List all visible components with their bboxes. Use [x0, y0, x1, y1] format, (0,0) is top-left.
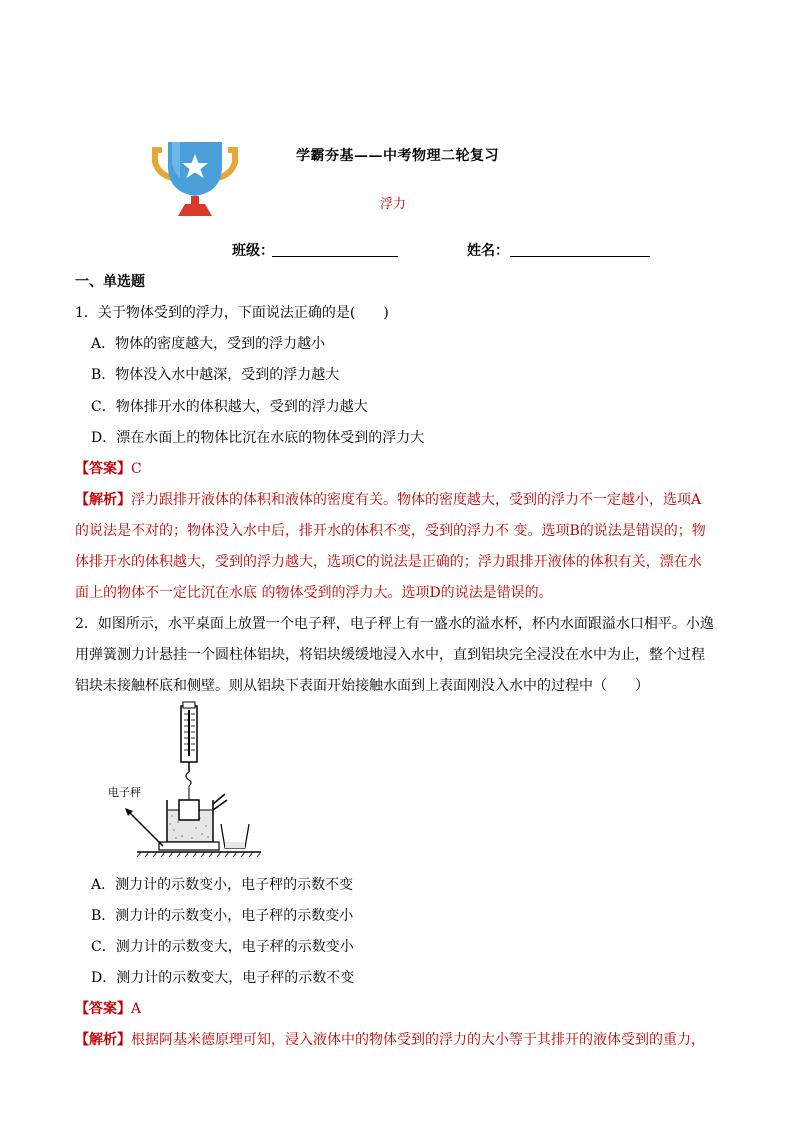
section-title: 一、单选题	[75, 274, 145, 290]
question-2-option-a: A．测力计的示数变小，电子秤的示数不变	[91, 877, 354, 893]
answer-label: 【答案】	[75, 461, 131, 477]
question-2-stem-line: 2．如图所示，水平桌面上放置一个电子秤，电子秤上有一盛水的溢水杯，杯内水面跟溢水口相平。小逸	[75, 616, 714, 632]
question-1-analysis-line: 的说法是不对的；物体没入水中后，排开水的体积不变，受到的浮力不 变。选项B的说法是错误的；物	[75, 523, 706, 539]
question-1-analysis-line: 面上的物体不一定比沉在水底 的物体受到的浮力大。选项D的说法是错误的。	[75, 585, 553, 601]
analysis-text: 根据阿基米德原理可知，浸入液体中的物体受到的浮力的大小等于其排开的液体受到的重力，	[131, 1032, 705, 1048]
question-2-option-c: C．测力计的示数变大，电子秤的示数变小	[91, 939, 354, 955]
answer-value: A	[131, 1001, 142, 1017]
analysis-label: 【解析】	[75, 492, 131, 508]
question-1-analysis-line: 体排开水的体积越大，受到的浮力越大，选项C的说法是正确的；浮力跟排开液体的体积有关，漂在水	[75, 554, 702, 570]
class-field[interactable]	[272, 256, 398, 257]
question-1-answer	[75, 458, 142, 478]
answer-value: C	[131, 461, 142, 477]
question-1-option-b: B．物体没入水中越深，受到的浮力越大	[91, 367, 340, 383]
question-2-figure	[75, 700, 275, 860]
question-2-option-b: B．测力计的示数变小，电子秤的示数变小	[91, 908, 354, 924]
question-2-analysis-line	[75, 1029, 725, 1049]
spring-scale-apparatus-icon	[75, 700, 275, 860]
question-2-stem-line: 用弹簧测力计悬挂一个圆柱体铝块，将铝块缓缓地浸入水中，直到铝块完全浸没在水中为止，整个过程	[75, 647, 705, 663]
question-1-stem: 1．关于物体受到的浮力，下面说法正确的是( )	[75, 305, 389, 321]
question-1-option-a: A．物体的密度越大，受到的浮力越小	[91, 336, 326, 352]
analysis-label: 【解析】	[75, 1032, 131, 1048]
question-1-option-d: D．漂在水面上的物体比沉在水底的物体受到的浮力大	[91, 430, 425, 446]
trophy-logo-icon	[150, 138, 240, 220]
answer-label: 【答案】	[75, 1001, 131, 1017]
analysis-text: 浮力跟排开液体的体积和液体的密度有关。物体的密度越大，受到的浮力不一定越小，选项A	[131, 492, 702, 508]
page-title: 学霸夯基——中考物理二轮复习	[296, 148, 499, 164]
name-field[interactable]	[510, 256, 650, 257]
name-label: 姓名：	[467, 243, 509, 259]
question-1-option-c: C．物体排开水的体积越大，受到的浮力越大	[91, 399, 368, 415]
figure-label: 电子秤	[108, 786, 141, 799]
question-2-option-d: D．测力计的示数变大，电子秤的示数不变	[91, 970, 355, 986]
question-2-answer	[75, 998, 141, 1018]
question-1-analysis-line	[75, 489, 725, 509]
class-label: 班级：	[232, 243, 274, 259]
question-2-stem-line: 铝块未接触杯底和侧壁。则从铝块下表面开始接触水面到上表面刚没入水中的过程中（ ）	[75, 678, 649, 694]
page-subtitle: 浮力	[380, 197, 407, 212]
